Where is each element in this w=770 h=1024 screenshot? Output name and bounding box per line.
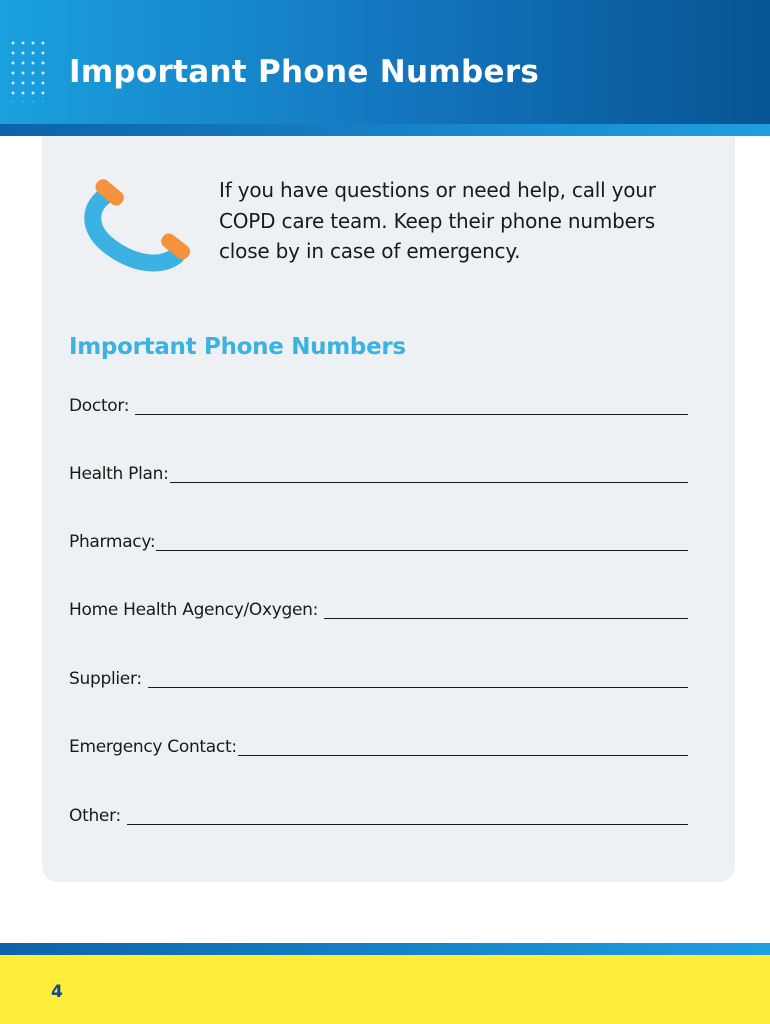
supplier-label: Supplier: [69,669,142,689]
section-heading: Important Phone Numbers [69,334,406,360]
phone-handset-icon [78,172,198,272]
emergency-contact-input-line[interactable] [238,754,688,756]
other-input-line[interactable] [127,823,688,825]
pharmacy-input-line[interactable] [156,549,688,551]
health-plan-input-line[interactable] [170,481,688,483]
page-number: 4 [51,982,63,1002]
pharmacy-label: Pharmacy: [69,532,156,552]
supplier-field[interactable] [69,661,688,691]
home-health-agency-label: Home Health Agency/Oxygen: [69,600,319,620]
pharmacy-field[interactable] [69,524,688,554]
header-banner [0,0,770,124]
footer-band [0,955,770,1024]
emergency-contact-label: Emergency Contact: [69,737,237,757]
dot-grid-icon [8,38,48,102]
footer-stripe [0,943,770,955]
other-field[interactable] [69,798,688,828]
doctor-input-line[interactable] [135,413,688,415]
home-health-agency-input-line[interactable] [324,617,688,619]
emergency-contact-field[interactable] [69,729,688,759]
supplier-input-line[interactable] [148,686,688,688]
health-plan-label: Health Plan: [69,464,169,484]
other-label: Other: [69,806,121,826]
health-plan-field[interactable] [69,456,688,486]
intro-text: If you have questions or need help, call your COPD care team. Keep their phone numbers close by in case of emergency. [219,178,656,263]
home-health-agency-field[interactable] [69,592,688,622]
doctor-field[interactable] [69,388,688,418]
page-title: Important Phone Numbers [69,54,540,90]
header-stripe [0,124,770,136]
doctor-label: Doctor: [69,396,130,416]
